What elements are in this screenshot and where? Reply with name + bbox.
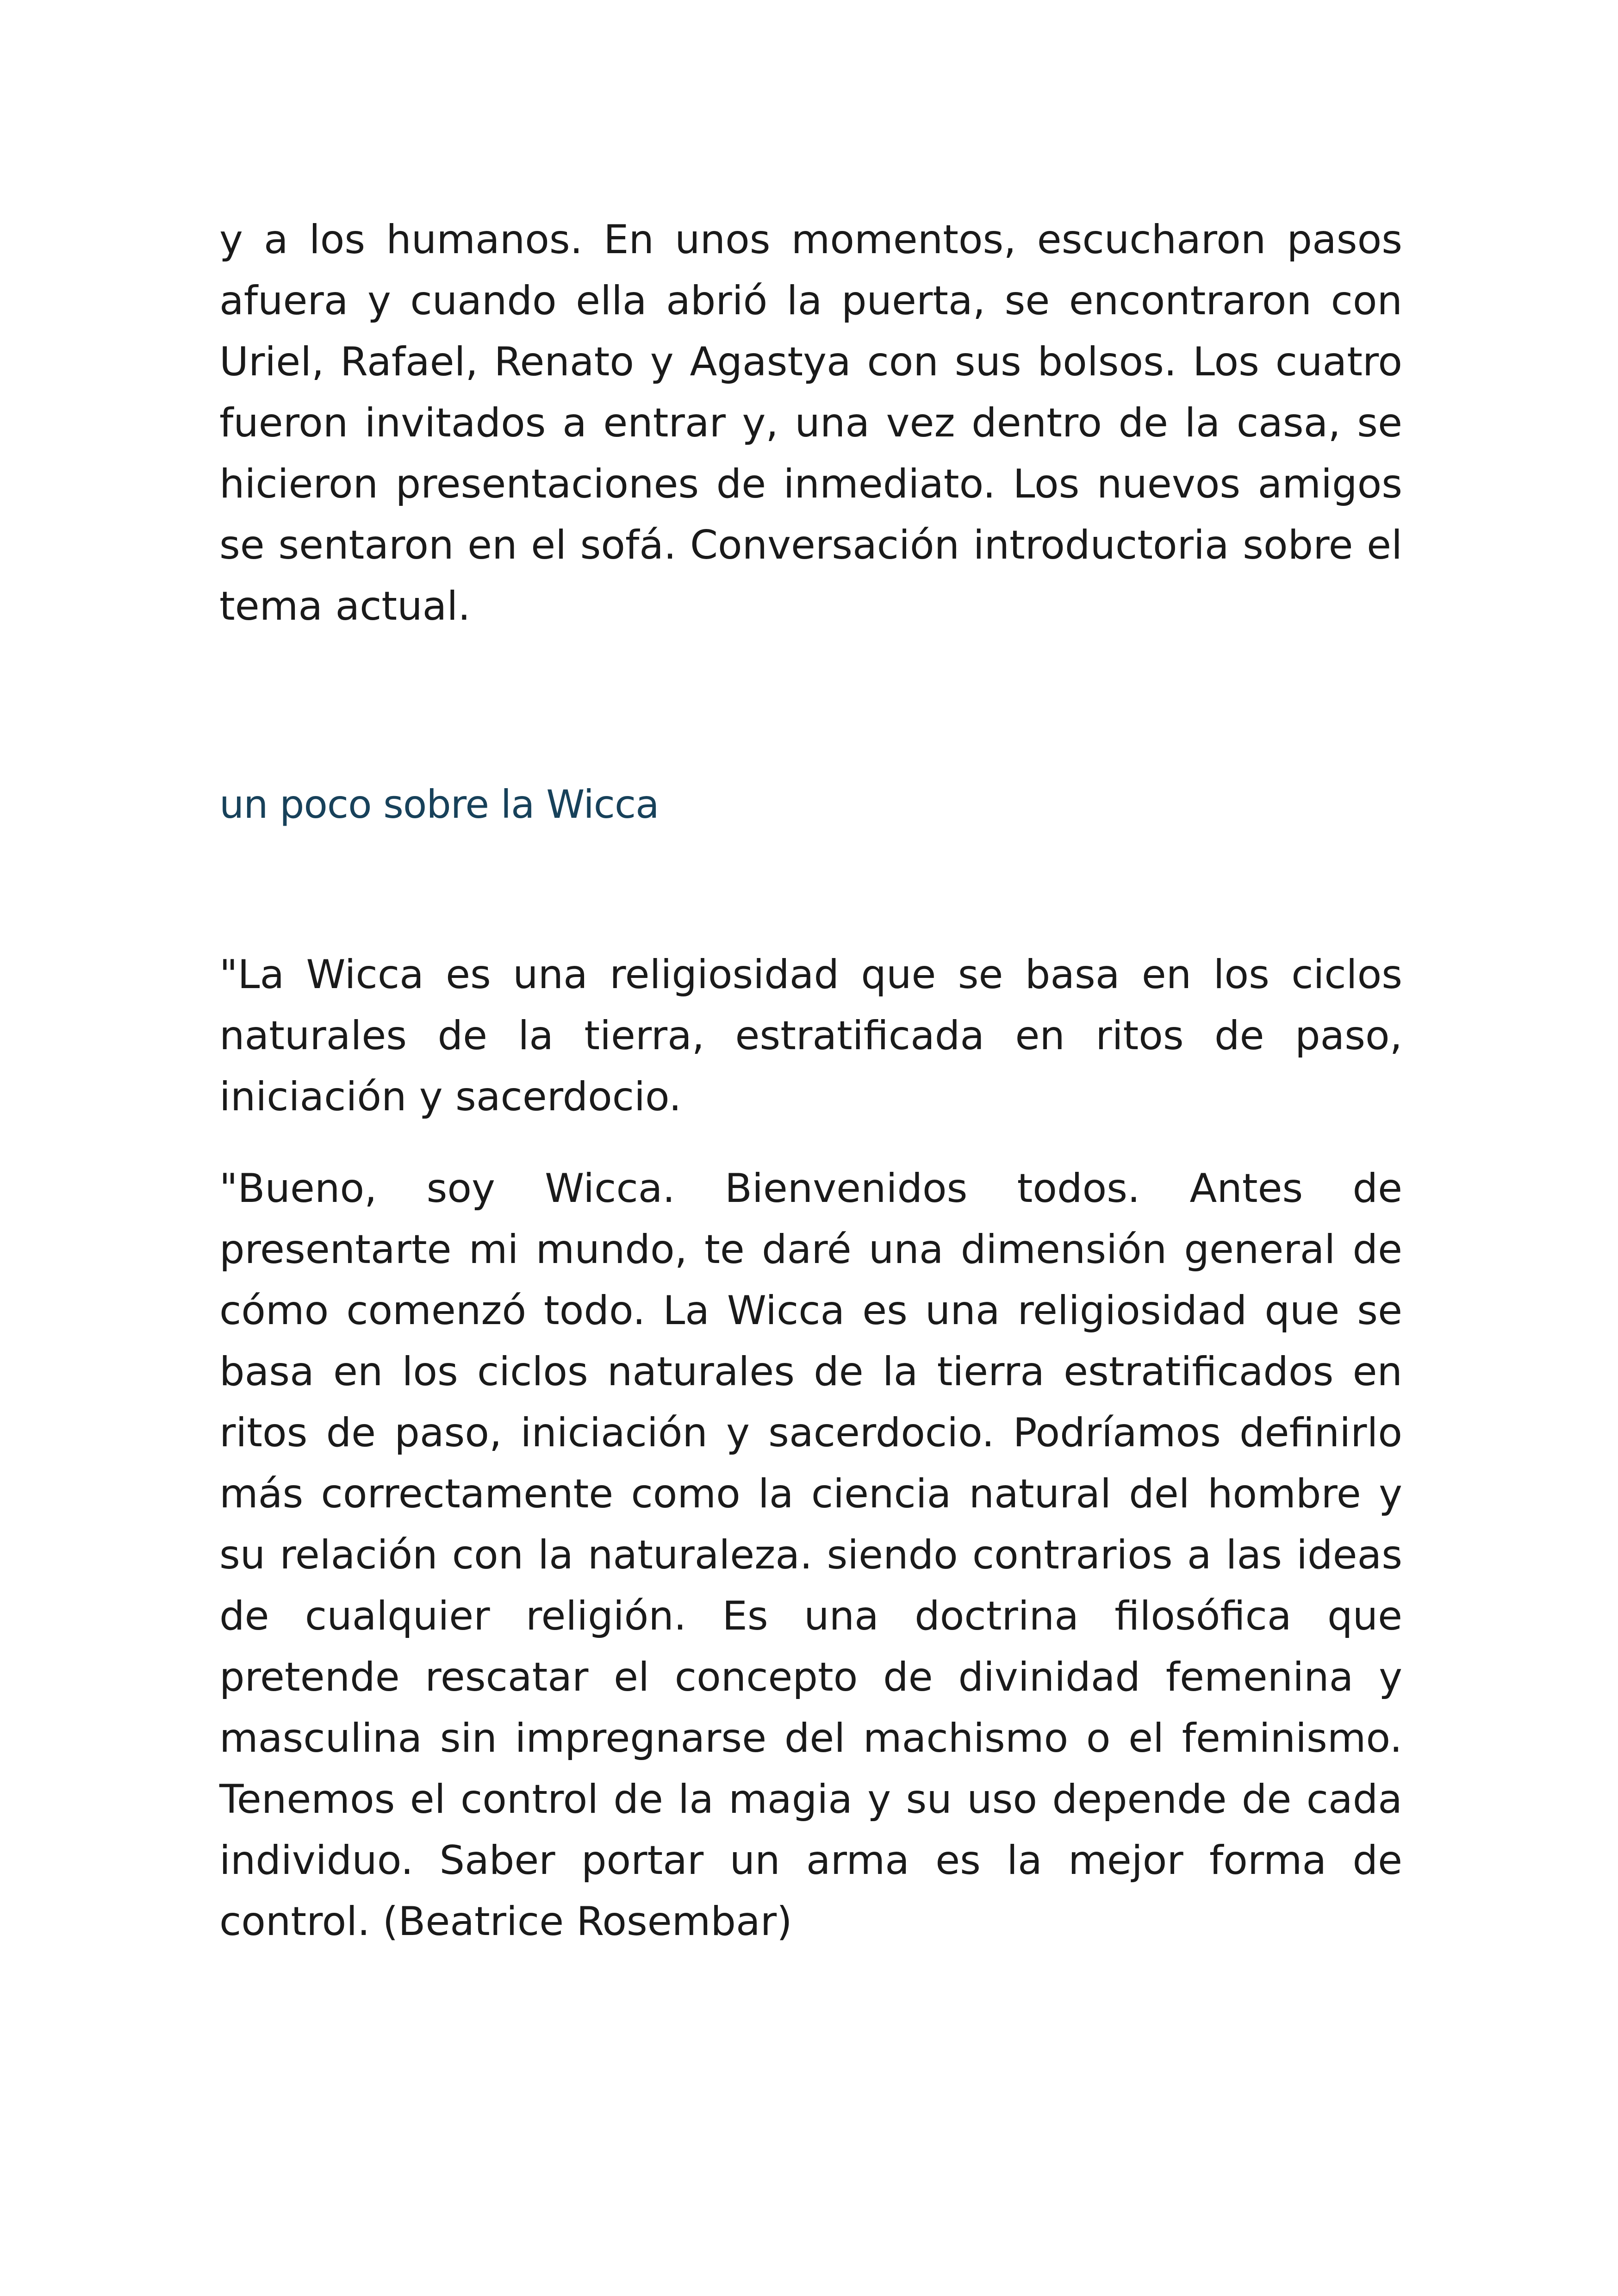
- document-body: [219, 209, 1402, 1952]
- paragraph-intro: y a los humanos. En unos momentos, escucharon pasos afuera y cuando ella abrió la puerta, se encontraron con Uriel, Rafael, Renato y Agastya con sus bolsos. Los cuatro fueron invitados a entrar y, una vez dentro de la casa, se hicieron presentaciones de inmediato. Los nuevos amigos se sentaron en el sofá. Conversación introductoria sobre el tema actual.: [219, 217, 1402, 629]
- paragraph-quote-1: "La Wicca es una religiosidad que se basa en los ciclos naturales de la tierra, estratificada en ritos de paso, iniciación y sacerdocio.: [219, 952, 1402, 1120]
- paragraph-quote-2: "Bueno, soy Wicca. Bienvenidos todos. Antes de presentarte mi mundo, te daré una dimensión general de cómo comenzó todo. La Wicca es una religiosidad que se basa en los ciclos naturales de la tierra estratificados en ritos de paso, iniciación y sacerdocio. Podríamos definirlo más correctamente como la ciencia natural del hombre y su relación con la naturaleza. siendo contrarios a las ideas de cualquier religión. Es una doctrina filosófica que pretende rescatar el concepto de divinidad femenina y masculina sin impregnarse del machismo o el feminismo. Tenemos el control de la magia y su uso depende de cada individuo. Saber portar un arma es la mejor forma de control. (Beatrice Rosembar): [219, 1165, 1402, 1945]
- section-heading: un poco sobre la Wicca: [219, 782, 659, 827]
